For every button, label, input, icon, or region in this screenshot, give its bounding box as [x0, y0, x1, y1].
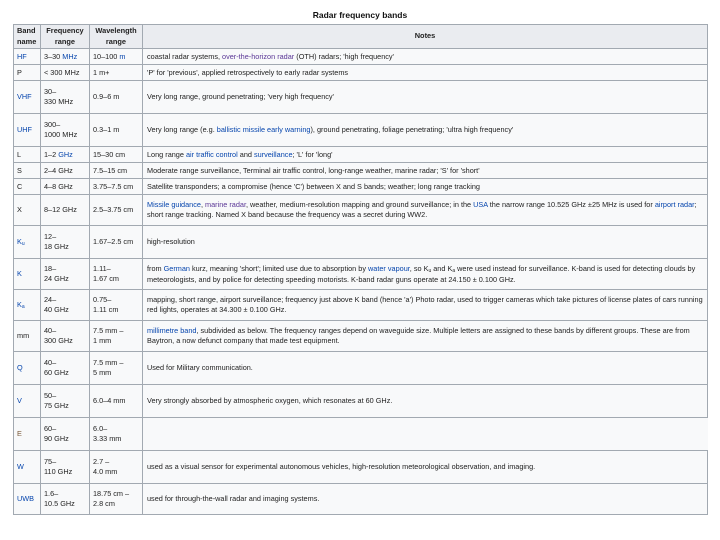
usa-link[interactable]: USA — [473, 199, 488, 209]
air-traffic-control-link[interactable]: air traffic control — [185, 149, 238, 159]
band-name-link[interactable]: VHF — [14, 81, 41, 114]
band-name-link[interactable]: K — [14, 259, 41, 290]
surveillance-link[interactable]: surveillance — [253, 149, 293, 159]
band-name: X — [14, 195, 41, 226]
notes-cell: Used for Military communication. — [143, 352, 708, 385]
wavelength-cell: 6.0–4 mm — [90, 385, 143, 418]
frequency-cell: 75– 110 GHz — [41, 451, 90, 484]
frequency-cell: 60– 90 GHz — [41, 418, 90, 451]
notes-cell: 'P' for 'previous', applied retrospectively to early radar systems — [143, 65, 708, 81]
wavelength-cell: 1.11– 1.67 cm — [90, 259, 143, 290]
notes-cell: millimetre band, subdivided as below. The frequency ranges depend on waveguide size. Multiple letters are assigned to these bands by different groups. These are from Baytron, a now defunct company that made test equipment. — [143, 321, 708, 352]
header-row — [14, 25, 708, 49]
notes-cell: coastal radar systems, over-the-horizon radar (OTH) radars; 'high frequency' — [143, 49, 708, 65]
table-row — [14, 352, 708, 385]
header-frequency-range: Frequency range — [41, 25, 90, 49]
wavelength-cell: 2.5–3.75 cm — [90, 195, 143, 226]
table-row — [14, 49, 708, 65]
ballistic-missile-early-warning-link[interactable]: ballistic missile early warning — [216, 125, 311, 135]
notes-cell: Moderate range surveillance, Terminal air traffic control, long-range weather, marine radar; 'S' for 'short' — [143, 163, 708, 179]
band-name-link[interactable]: $K_a$ — [14, 290, 41, 321]
frequency-cell: 1–2 GHz — [41, 147, 90, 163]
table-row — [14, 385, 708, 418]
wavelength-cell: 1 m+ — [90, 65, 143, 81]
table-row — [14, 321, 708, 352]
table-row — [14, 226, 708, 259]
header-wavelength-range: Wavelength range — [90, 25, 143, 49]
notes-cell: used for through-the-wall radar and imaging systems. — [143, 484, 708, 515]
table-row — [14, 195, 708, 226]
notes-cell: used as a visual sensor for experimental autonomous vehicles, high-resolution meteorological observation, and imaging. — [143, 451, 708, 484]
wavelength-cell: 2.7 – 4.0 mm — [90, 451, 143, 484]
wavelength-cell: 0.9–6 m — [90, 81, 143, 114]
table-caption: Radar frequency bands — [312, 10, 408, 20]
frequency-cell: 8–12 GHz — [41, 195, 90, 226]
wavelength-cell: 1.67–2.5 cm — [90, 226, 143, 259]
table-row — [14, 451, 708, 484]
notes-cell: mapping, short range, airport surveillance; frequency just above K band (hence 'a') Photo radar, used to trigger cameras which take pictures of license plates of cars running red lights, operates at 34.300 ± 0.100 GHz. — [143, 290, 708, 321]
notes-cell: from German kurz, meaning 'short'; limited use due to absorption by water vapour, so $K_u$ and $K_a$ were used instead for surveillance. K-band is used for detecting clouds by meteorologists, and by police for detecting speeding motorists. K-band radar guns operate at 24.150 ± 0.100 GHz. — [143, 259, 708, 290]
frequency-cell: < 300 MHz — [41, 65, 90, 81]
frequency-cell: 4–8 GHz — [41, 179, 90, 195]
band-name-link[interactable]: Q — [14, 352, 41, 385]
frequency-cell: 300– 1000 MHz — [41, 114, 90, 147]
frequency-cell: 12– 18 GHz — [41, 226, 90, 259]
wavelength-cell: 7.5–15 cm — [90, 163, 143, 179]
band-name-link[interactable]: E — [14, 418, 41, 451]
frequency-cell: 40– 300 GHz — [41, 321, 90, 352]
wavelength-cell: 0.75– 1.11 cm — [90, 290, 143, 321]
table-row — [14, 179, 708, 195]
frequency-cell: 24– 40 GHz — [41, 290, 90, 321]
notes-cell: high-resolution — [143, 226, 708, 259]
table-row — [14, 259, 708, 290]
wavelength-cell: 10–100 m — [90, 49, 143, 65]
airport-radar-link[interactable]: airport radar — [654, 199, 695, 209]
band-name-link[interactable]: V — [14, 385, 41, 418]
wavelength-cell: 3.75–7.5 cm — [90, 179, 143, 195]
water-vapour-link[interactable]: water vapour — [368, 263, 410, 273]
radar-bands-table — [13, 24, 708, 515]
band-name: L — [14, 147, 41, 163]
band-name: S — [14, 163, 41, 179]
wavelength-cell: 7.5 mm – 5 mm — [90, 352, 143, 385]
missile-guidance-link[interactable]: Missile guidance — [147, 199, 201, 209]
ghz-link[interactable]: GHz — [58, 149, 73, 159]
over-the-horizon-radar-link[interactable]: over-the-horizon radar — [222, 51, 295, 61]
marine-radar-link[interactable]: marine radar — [205, 199, 246, 209]
frequency-cell: 1.6– 10.5 GHz — [41, 484, 90, 515]
frequency-cell: 2–4 GHz — [41, 163, 90, 179]
header-band-name: Band name — [14, 25, 41, 49]
band-name-link[interactable]: HF — [14, 49, 41, 65]
table-row — [14, 81, 708, 114]
band-name: mm — [14, 321, 41, 352]
frequency-cell: 3–30 MHz — [41, 49, 90, 65]
wavelength-cell: 18.75 cm – 2.8 cm — [90, 484, 143, 515]
band-name-link[interactable]: W — [14, 451, 41, 484]
wavelength-cell: 0.3–1 m — [90, 114, 143, 147]
table-row — [14, 114, 708, 147]
band-name-link[interactable]: $K_u$ — [14, 226, 41, 259]
frequency-cell: 18– 24 GHz — [41, 259, 90, 290]
wavelength-cell: 7.5 mm – 1 mm — [90, 321, 143, 352]
wavelength-cell: 15–30 cm — [90, 147, 143, 163]
table-row — [14, 147, 708, 163]
table-row — [14, 418, 708, 451]
table-row — [14, 65, 708, 81]
metre-link[interactable]: m — [119, 51, 126, 61]
millimetre-band-link[interactable]: millimetre band — [147, 325, 197, 335]
notes-cell: Very strongly absorbed by atmospheric oxygen, which resonates at 60 GHz. — [143, 385, 708, 418]
frequency-cell: 50– 75 GHz — [41, 385, 90, 418]
table-row — [14, 163, 708, 179]
frequency-cell: 30– 330 MHz — [41, 81, 90, 114]
wavelength-cell: 6.0– 3.33 mm — [90, 418, 143, 451]
band-name: P — [14, 65, 41, 81]
band-name-link[interactable]: UWB — [14, 484, 41, 515]
german-language-link[interactable]: German — [163, 263, 190, 273]
notes-cell: Long range air traffic control and surveillance; 'L' for 'long' — [143, 147, 708, 163]
mhz-link[interactable]: MHz — [62, 51, 78, 61]
band-name: C — [14, 179, 41, 195]
notes-cell: Very long range (e.g. ballistic missile early warning), ground penetrating, foliage penetrating; 'ultra high frequency' — [143, 114, 708, 147]
frequency-cell: 40– 60 GHz — [41, 352, 90, 385]
header-notes: Notes — [143, 25, 708, 49]
notes-cell: Missile guidance, marine radar, weather, medium-resolution mapping and ground surveillance; in the USA the narrow range 10.525 GHz ±25 MHz is used for airport radar; short range tracking. Named X band because the frequency was a secret during WW2. — [143, 195, 708, 226]
notes-cell: Very long range, ground penetrating; 'very high frequency' — [143, 81, 708, 114]
table-row — [14, 484, 708, 515]
notes-cell: Satellite transponders; a compromise (hence 'C') between X and S bands; weather; long range tracking — [143, 179, 708, 195]
table-row — [14, 290, 708, 321]
band-name-link[interactable]: UHF — [14, 114, 41, 147]
notes-cell — [143, 418, 708, 451]
